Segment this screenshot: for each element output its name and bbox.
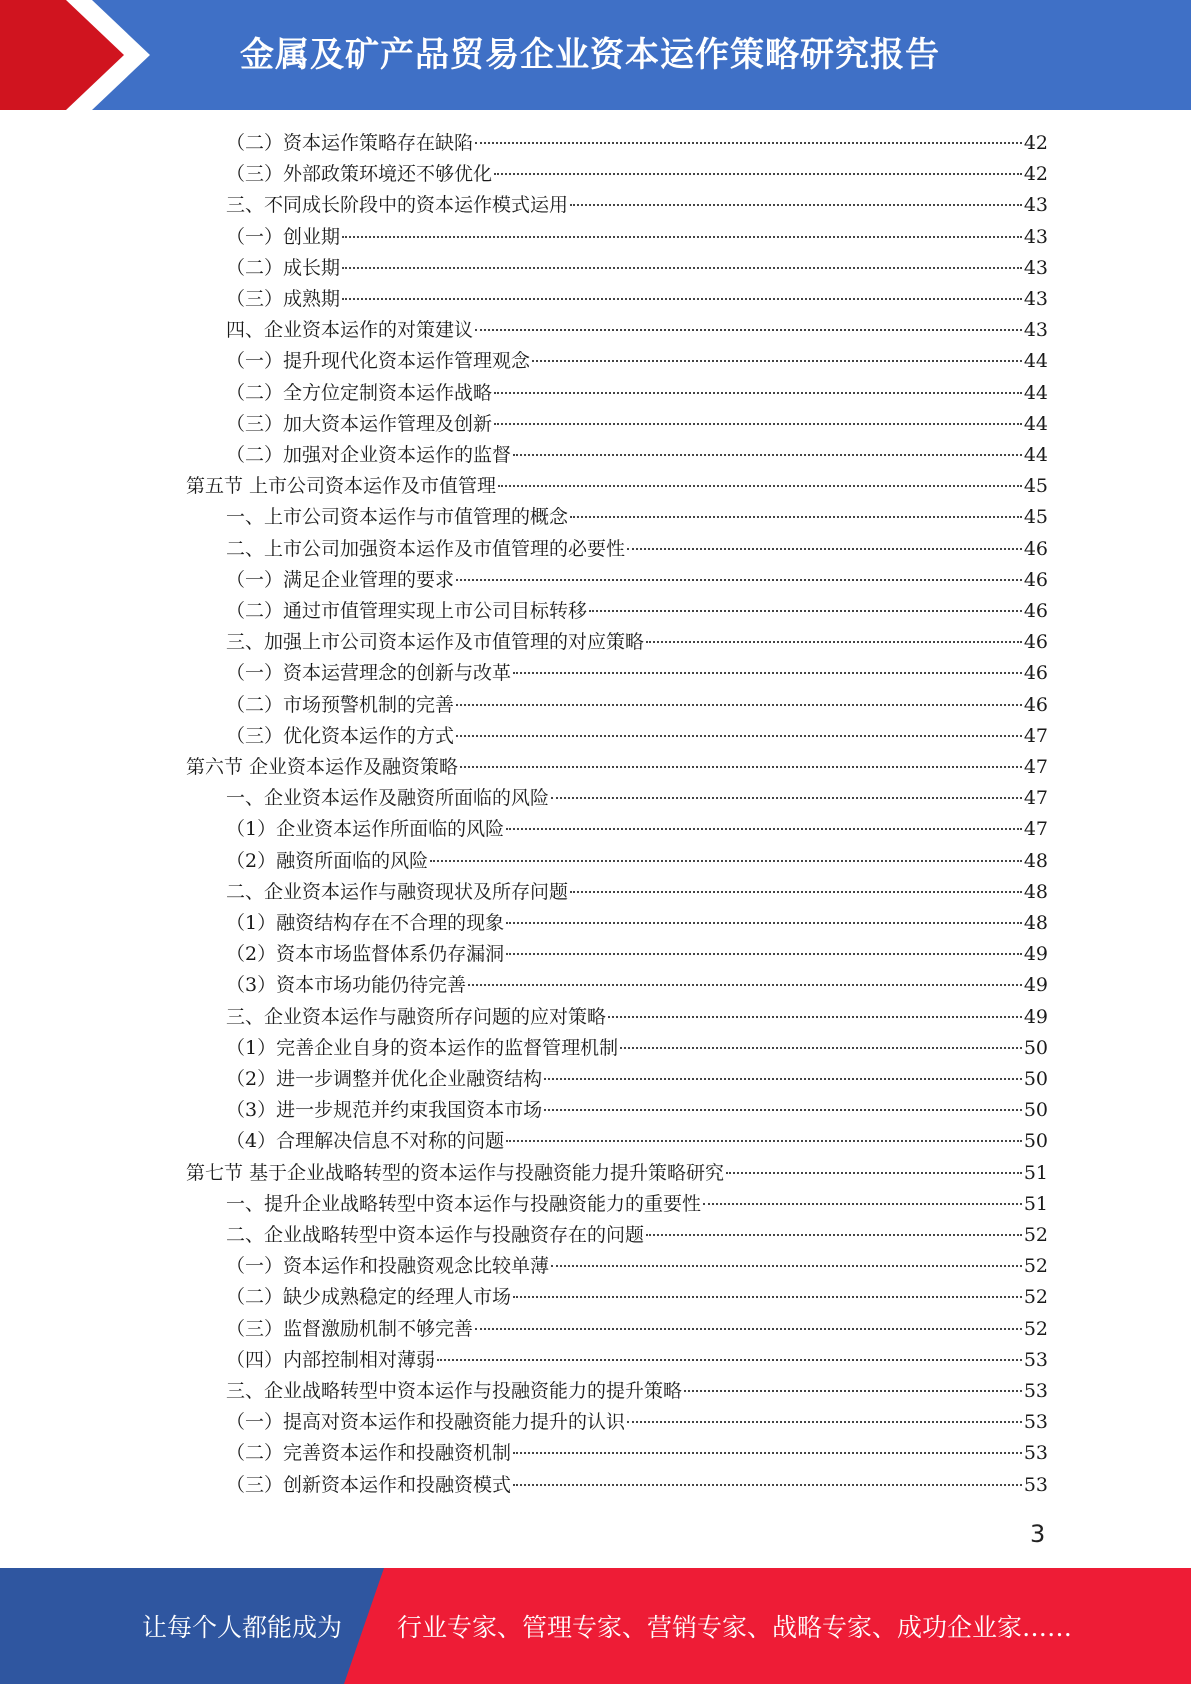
toc-entry-page: 53 [1023,1380,1048,1402]
toc-entry-title: （一）提高对资本运作和投融资能力提升的认识 [226,1411,626,1434]
toc-entry-title: 二、上市公司加强资本运作及市值管理的必要性 [226,537,626,560]
toc-entry-title: （二）完善资本运作和投融资机制 [226,1442,512,1465]
toc-dot-leader [532,360,1022,362]
toc-dot-leader [544,1078,1022,1080]
toc-entry-page: 46 [1023,662,1048,685]
toc-entry-page: 47 [1023,818,1048,841]
toc-dot-leader [513,1484,1022,1486]
toc-dot-leader [494,423,1022,425]
toc-dot-leader [456,735,1022,737]
toc-entry-page: 52 [1023,1224,1048,1246]
toc-dot-leader [627,1421,1022,1423]
toc-entry[interactable] [226,1376,1048,1407]
toc-entry-title: 三、加强上市公司资本运作及市值管理的对应策略 [226,631,645,654]
toc-entry-title: （二）成长期 [226,256,341,279]
toc-entry-page: 42 [1023,163,1048,186]
toc-entry[interactable] [226,783,1048,814]
toc-entry-title: （三）成熟期 [226,288,341,310]
toc-entry-title: （2）融资所面临的风险 [226,849,429,872]
toc-entry-title: 三、企业资本运作与融资所存问题的应对策略 [226,1005,607,1028]
toc-entry-title: （二）全方位定制资本运作战略 [226,381,493,404]
toc-dot-leader [475,1328,1022,1330]
toc-dot-leader [475,142,1022,144]
toc-dot-leader [544,1109,1022,1111]
toc-entry[interactable] [226,1002,1048,1033]
toc-entry-title: （三）外部政策环境还不够优化 [226,163,493,186]
toc-dot-leader [498,485,1022,487]
toc-entry[interactable] [226,1345,1048,1376]
toc-dot-leader [551,797,1022,799]
toc-entry-page: 43 [1023,194,1048,217]
toc-entry[interactable] [226,596,1048,627]
toc-entry-title: （二）缺少成熟稳定的经理人市场 [226,1286,512,1309]
toc-entry[interactable] [226,253,1048,284]
toc-entry[interactable] [226,1095,1048,1126]
toc-dot-leader [494,173,1022,175]
toc-entry-title: （3）进一步规范并约束我国资本市场 [226,1099,543,1122]
toc-entry-page: 44 [1023,444,1048,466]
toc-entry-page: 48 [1023,849,1048,872]
toc-entry-title: 第五节 上市公司资本运作及市值管理 [186,475,497,498]
toc-entry-title: （3）资本市场功能仍待完善 [226,974,467,997]
toc-entry[interactable] [226,1282,1048,1313]
toc-dot-leader [494,392,1022,394]
toc-entry[interactable] [226,1220,1048,1251]
toc-entry[interactable] [226,939,1048,970]
toc-entry-page: 50 [1023,1036,1048,1059]
toc-entry[interactable] [226,222,1048,253]
toc-entry[interactable] [226,284,1048,315]
toc-entry[interactable] [226,814,1048,845]
toc-entry-page: 43 [1023,256,1048,279]
toc-entry-page: 51 [1023,1192,1048,1215]
toc-dot-leader [620,1047,1022,1049]
toc-entry-page: 53 [1023,1473,1048,1496]
toc-entry-title: （一）创业期 [226,225,341,248]
toc-entry-page: 52 [1023,1286,1048,1309]
toc-entry-page: 44 [1023,350,1048,373]
footer-slogan-left: 让每个人都能成为 [142,1613,343,1642]
toc-dot-leader [460,766,1022,768]
toc-entry-title: （二）资本运作策略存在缺陷 [226,132,474,154]
toc-entry-title: （2）资本市场监督体系仍存漏洞 [226,943,505,966]
toc-entry-title: 一、上市公司资本运作与市值管理的概念 [226,506,569,529]
report-title: 金属及矿产品贸易企业资本运作策略研究报告 [240,35,940,75]
toc-entry[interactable] [226,846,1048,877]
toc-entry-title: 三、企业战略转型中资本运作与投融资能力的提升策略 [226,1380,683,1402]
page-header [0,0,1191,110]
toc-entry-title: （1）融资结构存在不合理的现象 [226,912,505,934]
toc-entry-title: （三）加大资本运作管理及创新 [226,412,493,435]
toc-entry[interactable] [226,658,1048,689]
toc-entry[interactable] [226,128,1048,159]
toc-dot-leader [506,922,1022,924]
toc-entry-page: 46 [1023,568,1048,591]
toc-entry[interactable] [226,565,1048,596]
toc-entry-title: （二）加强对企业资本运作的监督 [226,444,512,466]
toc-entry-title: 二、企业战略转型中资本运作与投融资存在的问题 [226,1224,645,1246]
toc-dot-leader [589,610,1022,612]
toc-entry-title: （三）创新资本运作和投融资模式 [226,1473,512,1496]
toc-entry-page: 52 [1023,1255,1048,1278]
page-number: 3 [1030,1520,1046,1548]
toc-entry-page: 45 [1023,506,1048,529]
toc-entry[interactable] [226,159,1048,190]
toc-entry-page: 48 [1023,880,1048,903]
toc-dot-leader [570,891,1022,893]
toc-dot-leader [570,204,1022,206]
toc-entry-page: 42 [1023,132,1048,154]
toc-dot-leader [551,1265,1022,1267]
toc-entry[interactable] [226,534,1048,565]
toc-entry-page: 52 [1023,1317,1048,1340]
toc-dot-leader [627,548,1022,550]
toc-entry[interactable] [226,1251,1048,1282]
toc-entry-page: 49 [1023,974,1048,997]
toc-entry-title: 一、企业资本运作及融资所面临的风险 [226,787,550,810]
toc-entry-page: 43 [1023,225,1048,248]
toc-entry[interactable] [226,315,1048,346]
header-arrow-logo [0,0,160,110]
toc-entry-page: 44 [1023,412,1048,435]
toc-entry[interactable] [226,1438,1048,1469]
toc-dot-leader [703,1203,1022,1205]
toc-entry[interactable] [226,440,1048,471]
toc-entry-page: 46 [1023,537,1048,560]
toc-entry-title: （一）满足企业管理的要求 [226,568,455,591]
toc-entry[interactable] [226,1470,1048,1501]
toc-entry-title: 第六节 企业资本运作及融资策略 [186,756,459,778]
toc-dot-leader [646,641,1022,643]
toc-entry-page: 50 [1023,1130,1048,1153]
toc-entry[interactable] [186,471,1048,502]
toc-entry-page: 43 [1023,319,1048,342]
toc-entry[interactable] [226,1189,1048,1220]
toc-entry[interactable] [226,1033,1048,1064]
toc-entry-title: （一）资本运营理念的创新与改革 [226,662,512,685]
toc-entry[interactable] [226,190,1048,221]
toc-entry-title: 四、企业资本运作的对策建议 [226,319,474,342]
toc-entry-page: 49 [1023,943,1048,966]
toc-entry-title: （二）市场预警机制的完善 [226,693,455,716]
toc-dot-leader [506,953,1022,955]
toc-dot-leader [475,329,1022,331]
toc-dot-leader [506,1140,1022,1142]
toc-entry-title: 第七节 基于企业战略转型的资本运作与投融资能力提升策略研究 [186,1161,725,1184]
toc-dot-leader [513,1296,1022,1298]
toc-entry-title: （4）合理解决信息不对称的问题 [226,1130,505,1153]
toc-dot-leader [608,1016,1022,1018]
toc-entry[interactable] [226,346,1048,377]
toc-entry[interactable] [186,752,1048,783]
toc-dot-leader [437,1359,1022,1361]
toc-dot-leader [342,236,1022,238]
toc-entry[interactable] [226,877,1048,908]
toc-dot-leader [506,828,1022,830]
toc-entry[interactable] [186,1158,1048,1189]
toc-entry-page: 47 [1023,787,1048,810]
toc-dot-leader [430,860,1022,862]
toc-entry-page: 53 [1023,1348,1048,1371]
toc-entry-page: 46 [1023,693,1048,716]
toc-entry-page: 46 [1023,600,1048,622]
toc-entry-title: （一）资本运作和投融资观念比较单薄 [226,1255,550,1278]
toc-entry-page: 47 [1023,756,1048,778]
toc-entry-title: （三）优化资本运作的方式 [226,724,455,747]
toc-entry[interactable] [226,908,1048,939]
footer-slogan-right: 行业专家、管理专家、营销专家、战略专家、成功企业家…… [397,1613,1073,1642]
toc-entry-title: （1）企业资本运作所面临的风险 [226,818,505,841]
toc-entry-title: （三）监督激励机制不够完善 [226,1317,474,1340]
toc-dot-leader [342,298,1022,300]
toc-entry-page: 43 [1023,288,1048,310]
toc-entry-title: 二、企业资本运作与融资现状及所存问题 [226,880,569,903]
toc-dot-leader [456,579,1022,581]
toc-entry-page: 45 [1023,475,1048,498]
toc-dot-leader [342,267,1022,269]
toc-entry[interactable] [226,690,1048,721]
toc-entry-page: 50 [1023,1099,1048,1122]
toc-entry[interactable] [226,378,1048,409]
toc-entry-title: 三、不同成长阶段中的资本运作模式运用 [226,194,569,217]
toc-entry-page: 51 [1023,1161,1048,1184]
toc-entry[interactable] [226,502,1048,533]
toc-dot-leader [513,1452,1022,1454]
toc-dot-leader [456,704,1022,706]
toc-entry-page: 53 [1023,1442,1048,1465]
toc-entry[interactable] [226,1314,1048,1345]
toc-entry-title: （二）通过市值管理实现上市公司目标转移 [226,600,588,622]
toc-entry-title: （四）内部控制相对薄弱 [226,1348,436,1371]
toc-dot-leader [468,984,1022,986]
toc-dot-leader [513,672,1022,674]
toc-entry-page: 48 [1023,912,1048,934]
toc-entry-page: 47 [1023,724,1048,747]
toc-entry-title: （一）提升现代化资本运作管理观念 [226,350,531,373]
page-footer [0,1568,1191,1684]
toc-entry[interactable] [226,627,1048,658]
toc-entry-title: （2）进一步调整并优化企业融资结构 [226,1068,543,1090]
toc-entry-page: 46 [1023,631,1048,654]
toc-entry[interactable] [226,970,1048,1001]
toc-dot-leader [513,454,1022,456]
toc-dot-leader [646,1234,1022,1236]
toc-entry[interactable] [226,1126,1048,1157]
toc-entry[interactable] [226,1064,1048,1095]
toc-entry-page: 50 [1023,1068,1048,1090]
toc-entry[interactable] [226,721,1048,752]
toc-entry[interactable] [226,1407,1048,1438]
toc-entry-title: （1）完善企业自身的资本运作的监督管理机制 [226,1036,619,1059]
toc-entry[interactable] [226,409,1048,440]
toc-entry-page: 53 [1023,1411,1048,1434]
toc-entry-title: 一、提升企业战略转型中资本运作与投融资能力的重要性 [226,1192,702,1215]
toc-dot-leader [570,516,1022,518]
toc-entry-page: 49 [1023,1005,1048,1028]
toc-dot-leader [684,1390,1022,1392]
toc-dot-leader [726,1172,1022,1174]
toc-entry-page: 44 [1023,381,1048,404]
